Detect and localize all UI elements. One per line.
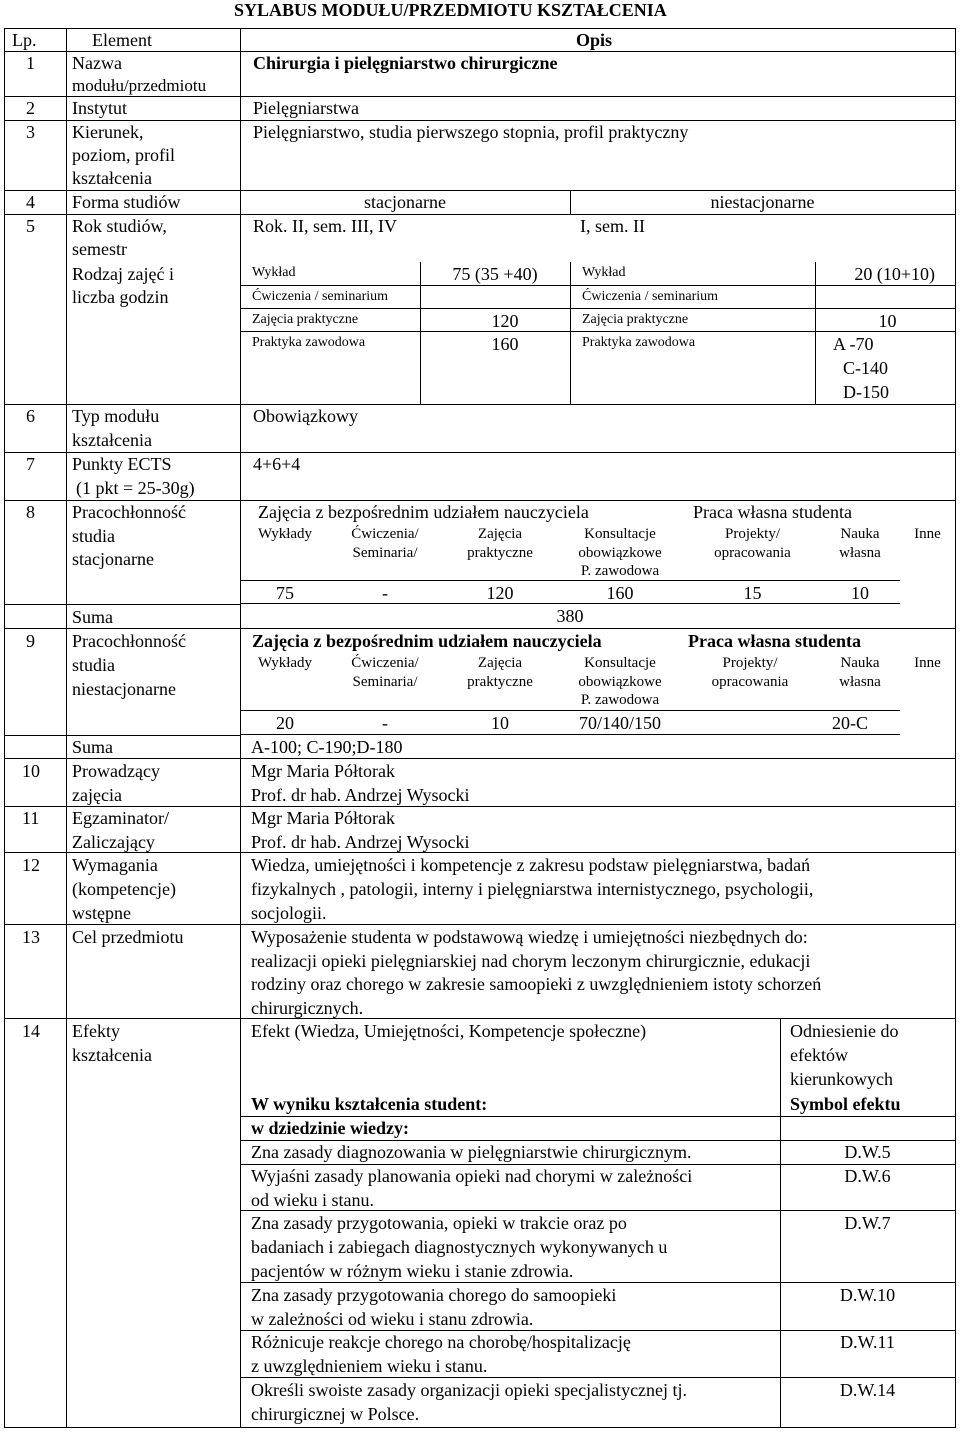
col-header: Nauka: [840, 655, 880, 671]
row-label: poziom, profil: [72, 145, 175, 165]
col-header: własna: [839, 545, 881, 561]
rule: [240, 1282, 955, 1283]
col-header: Seminaria/: [352, 545, 418, 561]
col-header: Seminaria/: [352, 674, 418, 690]
rule: [240, 1377, 955, 1378]
row-number: 8: [26, 502, 35, 522]
workload-value: 160: [606, 583, 634, 603]
col-header: P. zawodowa: [580, 563, 660, 579]
sum-label: Suma: [72, 607, 114, 627]
row-label: Wymagania: [72, 855, 158, 875]
effect-line: Zna zasady diagnozowania w pielęgniarstwie chirurgicznym.: [251, 1142, 692, 1162]
row-label: Pracochłonność: [72, 502, 186, 522]
row-label: Instytut: [72, 98, 128, 118]
col-header: Ćwiczenia/: [351, 655, 419, 671]
rule: [4, 96, 955, 97]
examiner: Prof. dr hab. Andrzej Wysocki: [251, 832, 470, 852]
col-header: Inne: [914, 655, 941, 671]
rule: [4, 452, 955, 453]
hours-stacjonarne: 75 (35 +40): [452, 264, 538, 284]
row-label: zajęcia: [72, 785, 122, 805]
rule: [4, 51, 955, 52]
rule: [420, 262, 421, 404]
knowledge-domain: w dziedzinie wiedzy:: [251, 1118, 409, 1138]
row-label: stacjonarne: [72, 549, 154, 569]
row-label: Efekty: [72, 1021, 120, 1041]
row-label: Prowadzący: [72, 761, 160, 781]
col-header: Zajęcia: [477, 526, 523, 542]
row-number: 6: [26, 406, 35, 426]
row-label: Zaliczający: [72, 832, 155, 852]
row-label: liczba godzin: [72, 287, 169, 307]
row-number: 10: [22, 761, 40, 781]
col-header: opracowania: [714, 545, 791, 561]
rule: [240, 308, 955, 309]
outcome-intro: W wyniku kształcenia student:: [251, 1094, 488, 1114]
col-header: Wykłady: [257, 526, 313, 542]
rule: [4, 404, 955, 405]
hours-niestacjonarne: A -70: [833, 334, 874, 354]
rule: [4, 806, 955, 807]
year-niestacjonarne: I, sem. II: [580, 216, 645, 236]
rule: [4, 28, 5, 1428]
header-opis: Opis: [576, 30, 613, 50]
row-number: 13: [22, 927, 40, 947]
col-header: P. zawodowa: [580, 692, 660, 708]
ects-value: 4+6+4: [253, 454, 301, 474]
goal-line: Wyposażenie studenta w podstawową wiedzę i umiejętności niezbędnych do:: [251, 927, 808, 947]
module-type-value: Obowiązkowy: [253, 406, 358, 426]
class-type: Wykład: [252, 265, 296, 280]
sum-label: Suma: [72, 737, 114, 757]
reference-header: efektów: [790, 1045, 848, 1065]
rule: [4, 628, 955, 629]
row-label: Cel przedmiotu: [72, 927, 184, 947]
rule: [240, 1116, 955, 1117]
goal-line: chirurgicznych.: [251, 998, 364, 1018]
workload-value: 10: [851, 583, 869, 603]
rule: [66, 28, 67, 1428]
rule: [4, 924, 955, 925]
row-number: 2: [26, 98, 35, 118]
rule: [240, 1164, 955, 1165]
col-header: Ćwiczenia/: [351, 526, 419, 542]
institute-value: Pielęgniarstwa: [253, 98, 359, 118]
rule: [240, 710, 900, 711]
workload-value: 15: [743, 583, 762, 603]
rule: [4, 190, 955, 191]
effect-line: z uwzględnieniem wieku i stanu.: [251, 1356, 488, 1376]
rule: [4, 735, 240, 736]
rule: [4, 214, 955, 215]
rule: [4, 28, 955, 29]
rule: [570, 262, 571, 404]
row-number: 12: [22, 855, 40, 875]
class-type: Wykład: [582, 265, 626, 280]
requirements-line: socjologii.: [251, 903, 327, 923]
col-header: Konsultacje: [584, 655, 656, 671]
hours-niestacjonarne: 10: [878, 311, 897, 331]
rule: [4, 604, 240, 605]
col-header: opracowania: [711, 674, 789, 690]
class-type: Zajęcia praktyczne: [252, 312, 359, 327]
row-number: 11: [22, 808, 40, 828]
workload-value: 70/140/150: [578, 713, 661, 733]
rule: [240, 1140, 955, 1141]
row-label: Egzaminator/: [72, 808, 169, 828]
rule: [4, 500, 955, 501]
row-label: studia: [72, 526, 115, 546]
row-number: 3: [26, 122, 35, 142]
header-element: Element: [92, 30, 152, 50]
course-value: Pielęgniarstwo, studia pierwszego stopnia, profil praktyczny: [253, 122, 689, 142]
rule: [4, 852, 955, 853]
goal-line: rodziny oraz chorego w zakresie samoopieki z uwzględnieniem istoty schorzeń: [251, 974, 822, 994]
rule: [240, 1330, 955, 1331]
group-teacher: Zajęcia z bezpośrednim udziałem nauczyciela: [252, 631, 602, 651]
col-header: Projekty/: [722, 655, 778, 671]
row-number: 7: [26, 454, 35, 474]
effect-code: D.W.5: [844, 1142, 891, 1162]
workload-value: 75: [276, 583, 294, 603]
class-type: Praktyka zawodowa: [582, 335, 696, 350]
row-number: 5: [26, 216, 35, 236]
row-label: (kompetencje): [72, 879, 176, 899]
effect-line: chirurgicznej w Polsce.: [251, 1404, 420, 1424]
row-number: 1: [26, 53, 35, 73]
workload-value: 120: [486, 583, 514, 603]
effect-line: Określi swoiste zasady organizacji opieki specjalistycznej tj.: [251, 1380, 688, 1400]
workload-value: -: [382, 583, 388, 603]
effect-code: D.W.14: [839, 1380, 896, 1400]
class-type: Zajęcia praktyczne: [582, 312, 689, 327]
effect-line: od wieku i stanu.: [251, 1190, 374, 1210]
row-label: Forma studiów: [72, 192, 181, 212]
effect-line: badaniach i zabiegach diagnostycznych wykonywanych u: [251, 1237, 668, 1257]
effect-code: D.W.10: [839, 1285, 896, 1305]
document-title: SYLABUS MODUŁU/PRZEDMIOTU KSZTAŁCENIA: [234, 0, 667, 20]
row-label: Typ modułu: [72, 406, 160, 426]
module-name: Chirurgia i pielęgniarstwo chirurgiczne: [253, 53, 558, 73]
row-number: 14: [22, 1021, 40, 1041]
year-stacjonarne: Rok. II, sem. III, IV: [253, 216, 397, 236]
effect-line: w zależności od wieku i stanu zdrowia.: [251, 1309, 534, 1329]
effect-line: Wyjaśni zasady planowania opieki nad chorymi w zależności: [251, 1166, 693, 1186]
effect-line: pacjentów w różnym wieku i stanie zdrowia.: [251, 1261, 574, 1281]
header-lp: Lp.: [12, 30, 37, 50]
hours-stacjonarne: 120: [491, 311, 519, 331]
hours-niestacjonarne-d: D-150: [843, 382, 889, 402]
row-label: studia: [72, 655, 115, 675]
row-label: Pracochłonność: [72, 631, 186, 651]
effect-code: D.W.11: [840, 1332, 895, 1352]
rule: [240, 603, 900, 604]
rule: [240, 734, 900, 735]
rule: [815, 262, 816, 404]
workload-value: 20: [276, 713, 294, 733]
lecturer: Mgr Maria Półtorak: [251, 761, 395, 781]
hours-niestacjonarne-c: C-140: [843, 358, 888, 378]
rule: [4, 758, 955, 759]
goal-line: realizacji opieki pielęgniarskiej nad chorym leczonym chirurgicznie, edukacji: [251, 951, 811, 971]
row-label: Nazwa: [72, 53, 122, 73]
row-label: Punkty ECTS: [72, 454, 172, 474]
class-type: Ćwiczenia / seminarium: [252, 289, 389, 304]
reference-header: Odniesienie do: [790, 1021, 899, 1041]
hours-stacjonarne: 160: [491, 334, 519, 354]
rule: [240, 331, 955, 332]
row-label: Rok studiów,: [72, 216, 167, 236]
col-header: własna: [839, 674, 881, 690]
col-header: Nauka: [840, 526, 880, 542]
rule: [240, 1210, 955, 1211]
workload-value: -: [382, 713, 388, 733]
effect-line: Zna zasady przygotowania chorego do samoopieki: [251, 1285, 617, 1305]
requirements-line: Wiedza, umiejętności i kompetencje z zakresu podstaw pielęgniarstwa, badań: [251, 855, 811, 875]
row-label: modułu/przedmiotu: [72, 76, 207, 95]
row-number: 9: [26, 631, 35, 651]
effect-line: Zna zasady przygotowania, opieki w trakcie oraz po: [251, 1213, 627, 1233]
group-self: Praca własna studenta: [693, 502, 852, 522]
class-type: Praktyka zawodowa: [252, 335, 366, 350]
symbol-header: Symbol efektu: [790, 1094, 901, 1114]
col-header: obowiązkowe: [578, 674, 662, 690]
rule: [4, 120, 955, 121]
effect-code: D.W.7: [844, 1213, 891, 1233]
col-header: Wykłady: [257, 655, 313, 671]
rule: [240, 285, 955, 286]
effect-line: Różnicuje reakcje chorego na chorobę/hospitalizację: [251, 1332, 631, 1352]
sum-value: A-100; C-190;D-180: [251, 737, 403, 757]
row-label: wstępne: [72, 903, 131, 923]
form-niestacjonarne: niestacjonarne: [710, 192, 815, 212]
row-number: 4: [26, 192, 35, 212]
hours-niestacjonarne: 20 (10+10): [854, 264, 935, 284]
examiner: Mgr Maria Półtorak: [251, 808, 395, 828]
group-self: Praca własna studenta: [688, 631, 862, 651]
lecturer: Prof. dr hab. Andrzej Wysocki: [251, 785, 470, 805]
form-stacjonarne: stacjonarne: [364, 192, 446, 212]
rule: [240, 580, 900, 581]
row-label: Rodzaj zajęć i: [72, 264, 174, 284]
rule: [4, 1427, 955, 1428]
row-label: kształcenia: [72, 1045, 152, 1065]
rule: [955, 28, 956, 1428]
effect-code: D.W.6: [844, 1166, 891, 1186]
col-header: Projekty/: [725, 526, 780, 542]
workload-value: 20-C: [832, 713, 868, 733]
col-header: praktyczne: [467, 545, 533, 561]
row-label: (1 pkt = 25-30g): [76, 478, 195, 498]
requirements-line: fizykalnych , patologii, interny i pielęgniarstwa internistycznego, psychologii,: [251, 879, 814, 899]
row-label: kształcenia: [72, 168, 152, 188]
col-header: Konsultacje: [584, 526, 656, 542]
row-label: niestacjonarne: [72, 679, 176, 699]
row-label: semestr: [72, 239, 127, 259]
col-header: praktyczne: [467, 674, 533, 690]
reference-header: kierunkowych: [790, 1069, 893, 1089]
sum-value: 380: [556, 606, 584, 626]
col-header: Inne: [914, 526, 941, 542]
group-teacher: Zajęcia z bezpośrednim udziałem nauczyciela: [258, 502, 589, 522]
col-header: Zajęcia: [477, 655, 523, 671]
rule: [4, 1018, 955, 1019]
row-label: kształcenia: [72, 430, 152, 450]
effects-header: Efekt (Wiedza, Umiejętności, Kompetencje społeczne): [251, 1021, 647, 1041]
col-header: obowiązkowe: [578, 545, 662, 561]
class-type: Ćwiczenia / seminarium: [582, 289, 719, 304]
workload-value: 10: [491, 713, 509, 733]
row-label: Kierunek,: [72, 122, 144, 142]
